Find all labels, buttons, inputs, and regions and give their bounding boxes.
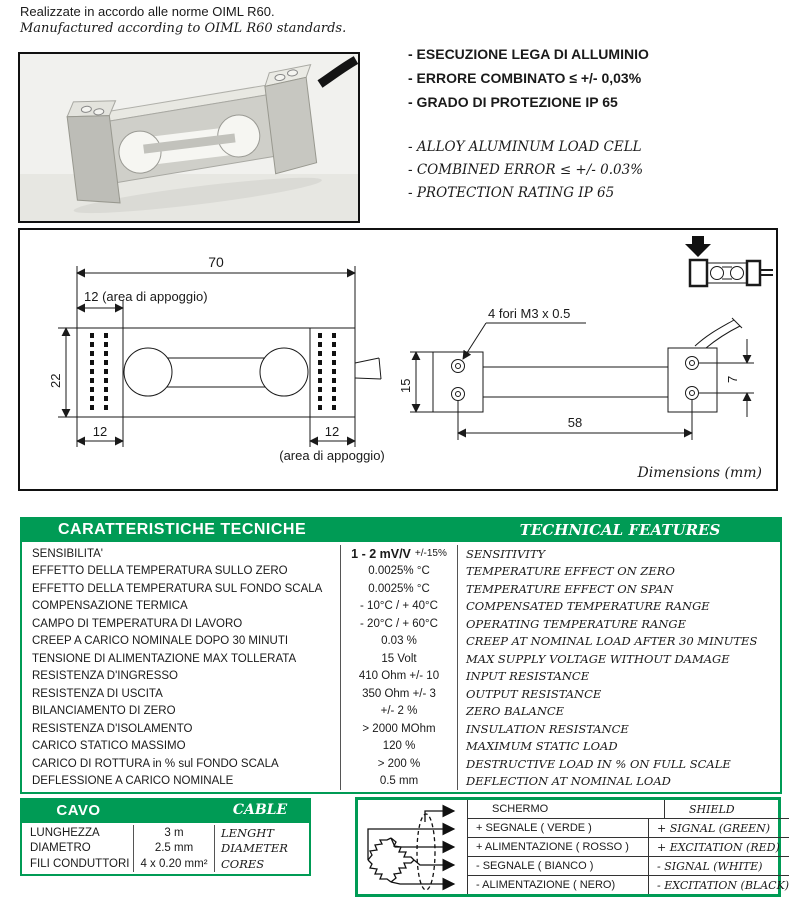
standards-note-italian: Realizzate in accordo alle norme OIML R60.	[20, 4, 275, 19]
drawing-cable	[695, 318, 742, 348]
table-row: CAMPO DI TEMPERATURA DI LAVORO - 20°C / + 60°C OPERATING TEMPERATURE RANGE	[32, 616, 686, 631]
table-row: EFFETTO DELLA TEMPERATURA SULLO ZERO 0.0025% °C TEMPERATURE EFFECT ON ZERO	[32, 564, 675, 579]
table-row: - ALIMENTAZIONE ( NERO) - EXCITATION (BLACK)	[468, 876, 789, 894]
dimensions-caption: Dimensions (mm)	[637, 465, 762, 481]
table-row: BILANCIAMENTO DI ZERO +/- 2 % ZERO BALANCE	[32, 704, 565, 719]
table-row: CARICO STATICO MASSIMO 120 % MAXIMUM STATIC LOAD	[32, 739, 618, 754]
dim-support-left: 12	[92, 424, 108, 439]
cable-table-body	[22, 823, 309, 874]
cable-table-header	[22, 800, 309, 823]
table-row: EFFETTO DELLA TEMPERATURA SUL FONDO SCALA 0.0025% °C TEMPERATURE EFFECT ON SPAN	[32, 581, 674, 596]
wheatstone-bridge	[368, 811, 454, 890]
spec-title-english: TECHNICAL FEATURES	[519, 521, 721, 539]
table-row: LUNGHEZZA 3 m LENGHT	[30, 825, 274, 840]
cable-stub	[355, 358, 381, 379]
wiring-rows	[468, 800, 789, 894]
table-row: CREEP A CARICO NOMINALE DOPO 30 MINUTI 0.03 % CREEP AT NOMINAL LOAD AFTER 30 MINUTES	[32, 634, 758, 649]
shield-ellipse	[417, 814, 435, 890]
table-row: DIAMETRO 2.5 mm DIAMETER	[30, 841, 288, 856]
table-row: SCHERMO SHIELD	[468, 800, 789, 819]
bridge-diagram	[358, 800, 468, 894]
dim-width: 15	[398, 378, 413, 393]
support-area-top-label: 12 (area di appoggio)	[84, 289, 208, 304]
cable-table	[20, 798, 311, 876]
load-direction-icon	[685, 236, 773, 286]
table-row: FILI CONDUTTORI 4 x 0.20 mm² CORES	[30, 856, 265, 871]
features-italian	[408, 42, 649, 114]
feature-it-3: - GRADO DI PROTEZIONE IP 65	[408, 94, 618, 110]
spec-table-header	[22, 519, 780, 542]
dim-hole-span: 58	[567, 415, 583, 430]
standards-note	[20, 4, 346, 36]
spec-table-body	[22, 542, 780, 792]
dim-height: 22	[48, 373, 63, 388]
wiring-table	[355, 797, 790, 897]
top-view-drawing	[398, 306, 754, 440]
table-row: + SEGNALE ( VERDE ) + SIGNAL (GREEN)	[468, 819, 789, 838]
table-row: + ALIMENTAZIONE ( ROSSO ) + EXCITATION (RED)	[468, 838, 789, 857]
table-row: COMPENSAZIONE TERMICA - 10°C / + 40°C COMPENSATED TEMPERATURE RANGE	[32, 599, 710, 614]
feature-it-1: - ESECUZIONE LEGA DI ALLUMINIO	[408, 46, 649, 62]
feature-it-2: - ERRORE COMBINATO ≤ +/- 0,03%	[408, 70, 642, 86]
dimensional-drawing	[18, 228, 778, 491]
table-row: CARICO DI ROTTURA in % sul FONDO SCALA > 200 % DESTRUCTIVE LOAD IN % ON FULL SCALE	[32, 756, 731, 771]
dim-support-right: 12	[324, 424, 340, 439]
cable-title-english: CABLE	[232, 802, 288, 818]
load-cell-photo-image	[20, 54, 358, 221]
dim-hole-offset: 7	[725, 375, 740, 383]
table-row: - SEGNALE ( BIANCO ) - SIGNAL (WHITE)	[468, 857, 789, 876]
features-english	[408, 136, 643, 205]
support-area-bottom-label: (area di appoggio)	[279, 448, 385, 463]
table-row: RESISTENZA D'ISOLAMENTO > 2000 MOhm INSULATION RESISTANCE	[32, 721, 629, 736]
table-row: SENSIBILITA' 1 - 2 mV/V +/-15% SENSITIVITY	[32, 546, 546, 561]
standards-note-english: Manufactured according to OIML R60 standards.	[20, 21, 347, 36]
table-row: DEFLESSIONE A CARICO NOMINALE 0.5 mm DEFLECTION AT NOMINAL LOAD	[32, 774, 671, 789]
table-row: RESISTENZA DI USCITA 350 Ohm +/- 3 OUTPUT RESISTANCE	[32, 686, 602, 701]
table-row: RESISTENZA D'INGRESSO 410 Ohm +/- 10 INPUT RESISTANCE	[32, 669, 590, 684]
table-row: TENSIONE DI ALIMENTAZIONE MAX TOLLERATA 15 Volt MAX SUPPLY VOLTAGE WITHOUT DAMAGE	[32, 651, 730, 666]
dim-overall-length: 70	[208, 254, 224, 270]
cable-title-italian: CAVO	[56, 802, 101, 819]
spec-title-italian: CARATTERISTICHE TECNICHE	[58, 521, 307, 538]
holes-label: 4 fori M3 x 0.5	[488, 306, 571, 321]
feature-en-1: - ALLOY ALUMINUM LOAD CELL	[408, 139, 642, 155]
side-view-drawing	[48, 254, 385, 463]
feature-en-2: - COMBINED ERROR ≤ +/- 0.03%	[408, 162, 644, 178]
feature-en-3: - PROTECTION RATING IP 65	[408, 185, 615, 201]
spec-table	[20, 517, 782, 794]
load-cell-photo	[18, 52, 360, 223]
